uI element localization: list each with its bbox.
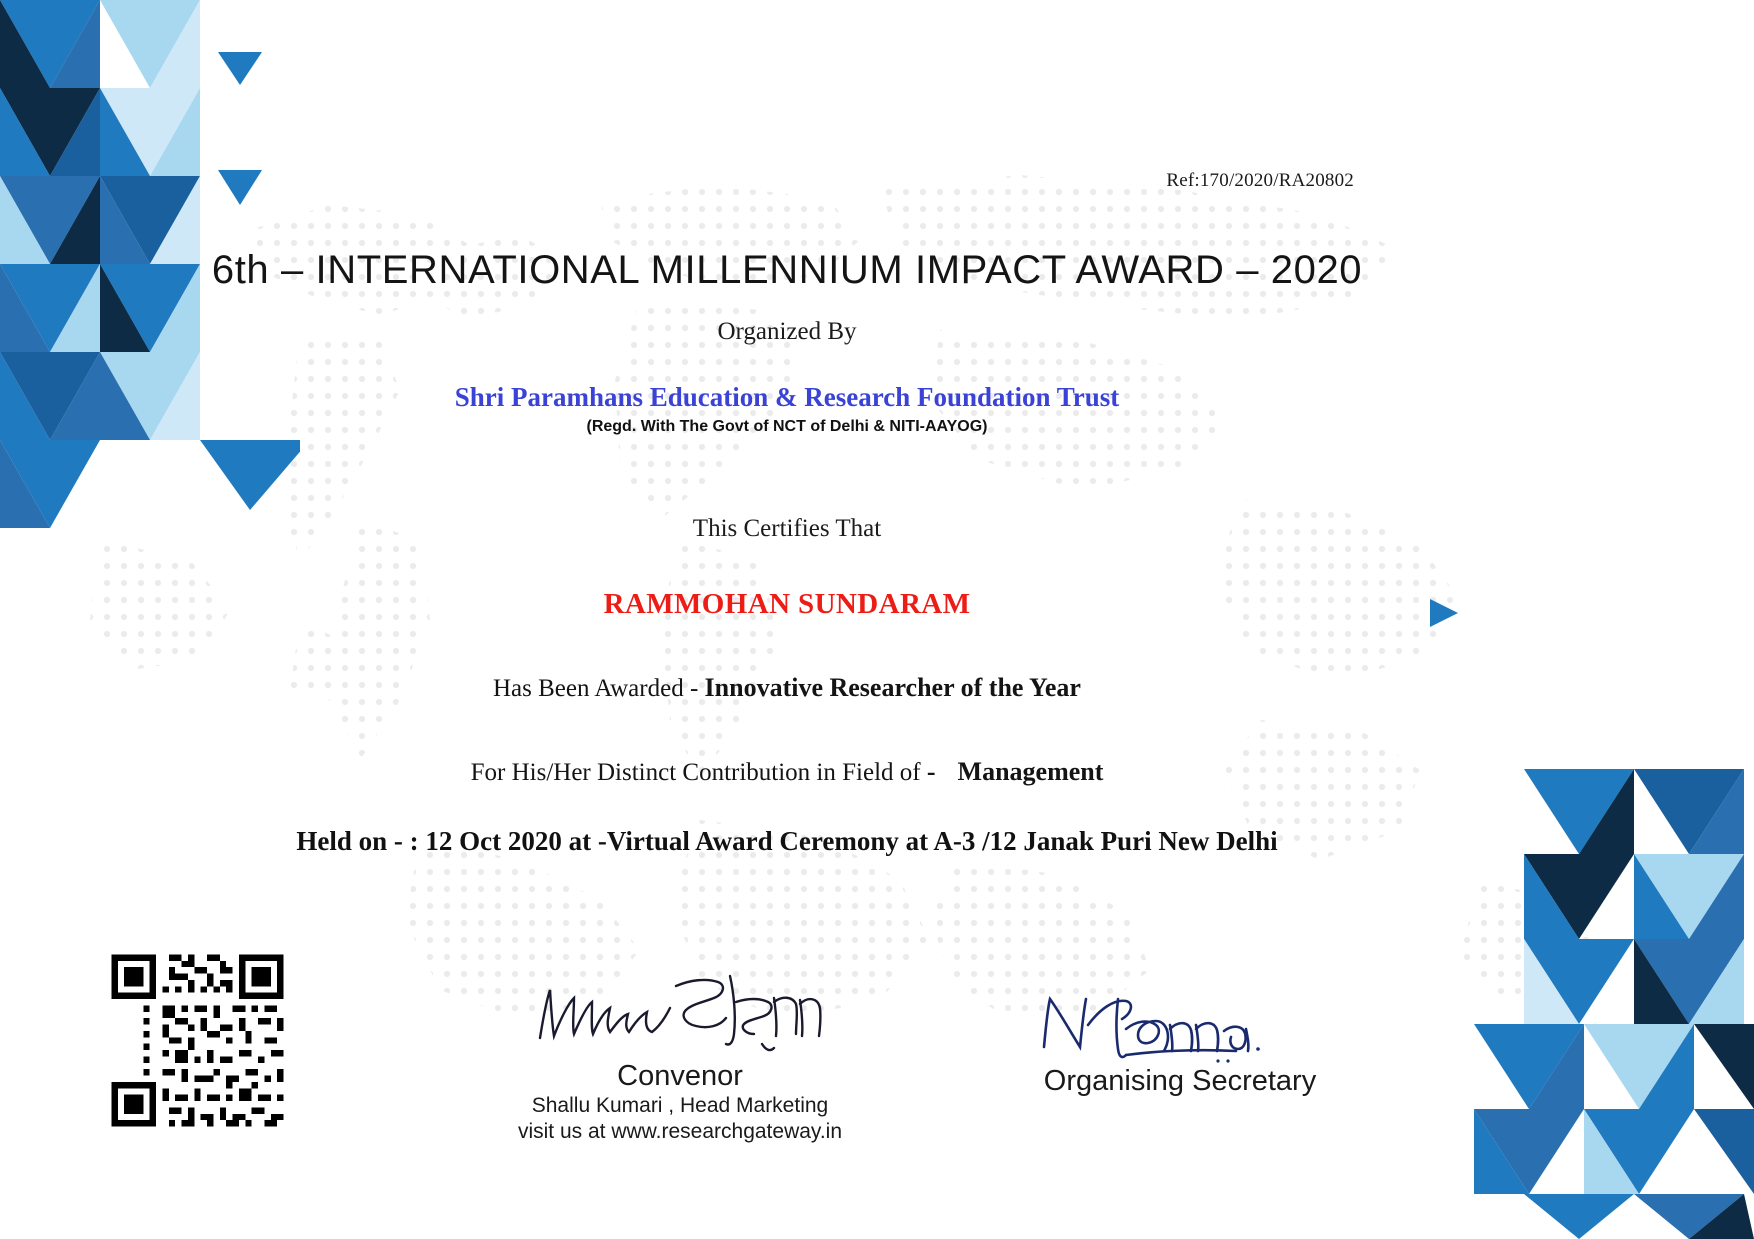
held-on-line: Held on - : 12 Oct 2020 at -Virtual Award Ceremony at A-3 /12 Janak Puri New Delhi [296,826,1278,856]
convenor-name: Shallu Kumari , Head Marketing [531,1094,829,1117]
field-value: Management [957,757,1104,786]
convenor-website: visit us at www.researchgateway.in [517,1120,843,1144]
field-dash: - [926,757,936,786]
certifies-label: This Certifies That [692,515,882,542]
page-title: 6th – INTERNATIONAL MILLENNIUM IMPACT AWARD – 2020 [211,248,1363,292]
award-title-value: Innovative Researcher of the Year [704,673,1081,702]
field-prefix: For His/Her Distinct Contribution in Field of [470,759,927,786]
qr-code[interactable] [105,948,290,1133]
awarded-prefix: Has Been Awarded - [493,675,705,702]
reference-number: Ref:170/2020/RA20802 [1166,170,1354,191]
recipient-name: RAMMOHAN SUNDARAM [603,588,971,620]
organized-by-label: Organized By [717,318,857,345]
award-line [0,673,1664,703]
secretary-role-label: Organising Secretary [1043,1065,1317,1097]
organizer-registration: (Regd. With The Govt of NCT of Delhi & NITI-AAYOG) [586,418,988,435]
organizer-name: Shri Paramhans Education & Research Foundation Trust [454,382,1120,412]
convenor-role-label: Convenor [617,1060,743,1092]
field-line [0,757,1664,787]
